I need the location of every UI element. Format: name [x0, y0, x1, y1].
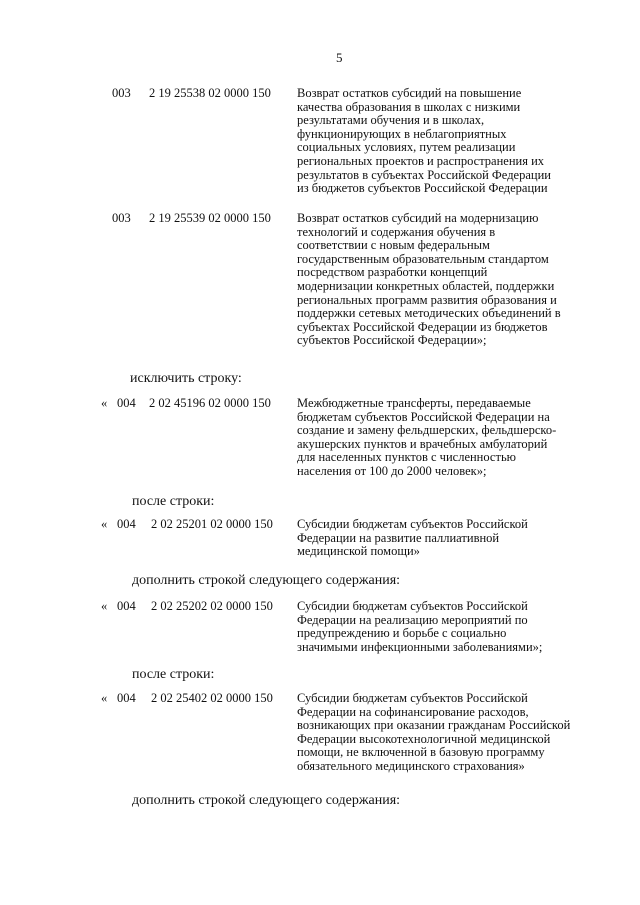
description-line: населения от 100 до 2000 человек»;: [297, 463, 487, 478]
admin-code: 004: [117, 599, 136, 613]
instruction-text: исключить строку:: [130, 371, 242, 386]
description-line: посредством разработки концепций: [297, 265, 488, 280]
budget-code: 2 02 25201 02 0000 150: [151, 517, 273, 531]
description-line: Межбюджетные трансферты, передаваемые: [297, 396, 531, 410]
instruction-text: дополнить строкой следующего содержания:: [132, 793, 401, 808]
description-line: Федерации на развитие паллиативной: [297, 530, 500, 545]
opening-quote: «: [101, 396, 108, 410]
description-line: бюджетам субъектов Российской Федерации на: [297, 409, 550, 424]
admin-code: 003: [112, 86, 131, 100]
instruction-text: после строки:: [132, 494, 215, 509]
description-line: государственным образовательным стандартом: [297, 251, 549, 266]
instruction-text: дополнить строкой следующего содержания:: [132, 573, 401, 588]
description-line: модернизации конкретных областей, поддержки: [297, 278, 555, 293]
admin-code: 004: [117, 396, 136, 410]
admin-code: 003: [112, 211, 131, 225]
instruction-text: после строки:: [132, 667, 215, 682]
admin-code: 004: [117, 691, 136, 705]
description-line: Возврат остатков субсидий на модернизацию: [297, 211, 539, 225]
description-line: поддержки сетевых методических объединений в: [297, 306, 561, 321]
row-description: [297, 397, 597, 479]
row-description: [297, 518, 597, 559]
description-line: Возврат остатков субсидий на повышение: [297, 86, 522, 100]
admin-code: 004: [117, 517, 136, 531]
row-description: [297, 692, 597, 774]
description-line: Субсидии бюджетам субъектов Российской: [297, 599, 528, 613]
row-description: [297, 87, 597, 196]
opening-quote: «: [101, 599, 108, 613]
description-line: соответствии с новым федеральным: [297, 238, 490, 253]
description-line: значимыми инфекционными заболеваниями»;: [297, 639, 543, 654]
description-line: помощи, не включенной в базовую программу: [297, 745, 545, 760]
description-line: результатами обучения и в школах,: [297, 113, 485, 128]
description-line: акушерских пунктов и врачебных амбулаторий: [297, 436, 548, 451]
description-line: технологий и содержания обучения в: [297, 224, 496, 239]
description-line: Федерации высокотехнологичной медицинской: [297, 731, 551, 746]
description-line: возникающих при оказании гражданам Российской: [297, 718, 571, 733]
opening-quote: «: [101, 517, 108, 531]
budget-code: 2 02 45196 02 0000 150: [149, 396, 271, 410]
description-line: создание и замену фельдшерских, фельдшерско-: [297, 423, 557, 438]
description-line: субъектов Российской Федерации»;: [297, 333, 487, 348]
description-line: для населенных пунктов с численностью: [297, 450, 516, 465]
opening-quote: «: [101, 691, 108, 705]
description-line: Субсидии бюджетам субъектов Российской: [297, 517, 528, 531]
description-line: функционирующих в неблагоприятных: [297, 126, 507, 141]
description-line: качества образования в школах с низкими: [297, 99, 521, 114]
description-line: медицинской помощи»: [297, 544, 420, 559]
description-line: из бюджетов субъектов Российской Федерации: [297, 181, 548, 196]
description-line: Федерации на реализацию мероприятий по: [297, 612, 528, 627]
description-line: субъектах Российской Федерации из бюджетов: [297, 319, 548, 334]
budget-code: 2 19 25538 02 0000 150: [149, 86, 271, 100]
row-description: [297, 600, 597, 654]
description-line: предупреждению и борьбе с социально: [297, 626, 507, 641]
page-number: 5: [336, 50, 343, 65]
row-description: [297, 212, 597, 348]
description-line: Федерации на софинансирование расходов,: [297, 704, 529, 719]
description-line: социальных условиях, путем реализации: [297, 140, 516, 155]
description-line: региональных программ развития образования и: [297, 292, 557, 307]
budget-code: 2 19 25539 02 0000 150: [149, 211, 271, 225]
budget-code: 2 02 25202 02 0000 150: [151, 599, 273, 613]
budget-code: 2 02 25402 02 0000 150: [151, 691, 273, 705]
description-line: Субсидии бюджетам субъектов Российской: [297, 691, 528, 705]
description-line: результатов в субъектах Российской Федерации: [297, 167, 551, 182]
description-line: региональных проектов и распространения их: [297, 153, 545, 168]
description-line: обязательного медицинского страхования»: [297, 758, 525, 773]
